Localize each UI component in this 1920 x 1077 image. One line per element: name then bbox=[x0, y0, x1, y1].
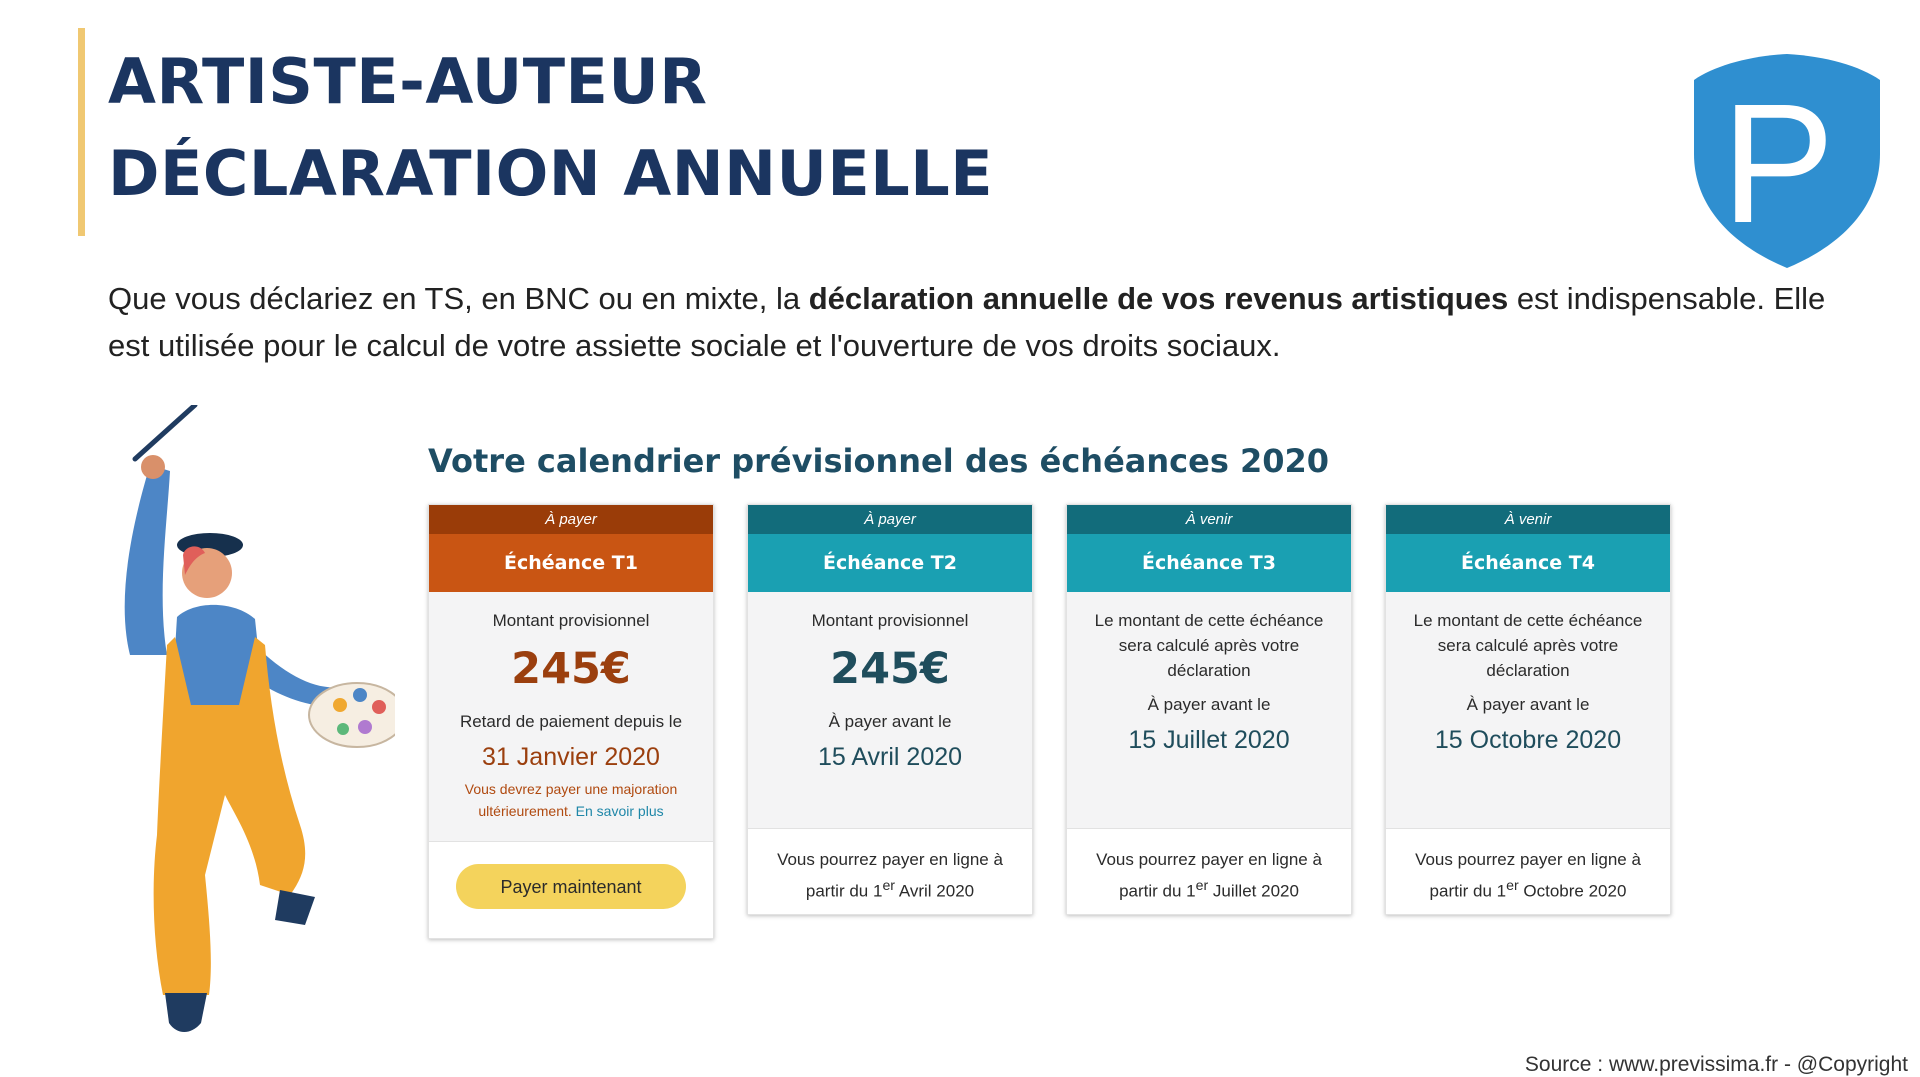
online-date-prefix: partir du 1 bbox=[1429, 881, 1507, 901]
installment-body bbox=[429, 592, 713, 841]
due-date: 15 Octobre 2020 bbox=[1434, 726, 1622, 754]
installment-name: Échéance T1 bbox=[429, 534, 713, 592]
intro-paragraph bbox=[108, 275, 1848, 369]
online-date-suffix: Avril 2020 bbox=[895, 881, 975, 901]
due-date: 15 Avril 2020 bbox=[817, 743, 963, 771]
installment-body bbox=[1067, 592, 1351, 828]
online-payment-date bbox=[748, 873, 1032, 905]
due-date-label: À payer avant le bbox=[828, 712, 952, 731]
installment-footer bbox=[1386, 828, 1670, 914]
installment-card-t1 bbox=[428, 504, 714, 939]
page-title bbox=[108, 36, 993, 220]
installment-body bbox=[748, 592, 1032, 828]
online-date-prefix: partir du 1 bbox=[805, 881, 883, 901]
late-payment-warning bbox=[443, 778, 699, 822]
ordinal-suffix: er bbox=[1195, 878, 1209, 894]
learn-more-link[interactable]: En savoir plus bbox=[575, 803, 664, 819]
online-payment-date bbox=[1386, 873, 1670, 905]
due-date: 31 Janvier 2020 bbox=[482, 743, 660, 771]
amount-pending-note: Le montant de cette échéance sera calculé après votre déclaration bbox=[1094, 611, 1324, 680]
installment-name: Échéance T2 bbox=[748, 534, 1032, 592]
online-date-suffix: Juillet 2020 bbox=[1208, 881, 1299, 901]
installment-body bbox=[1386, 592, 1670, 828]
title-accent-bar bbox=[78, 28, 85, 236]
online-payment-note: Vous pourrez payer en ligne à bbox=[777, 850, 1003, 869]
installment-name: Échéance T3 bbox=[1067, 534, 1351, 592]
intro-text-end: est indispensable. Elle est utilisée pour le calcul de votre assiette sociale et l'ouverture de vos droits sociaux. bbox=[108, 281, 1826, 363]
previssima-shield-logo bbox=[1690, 50, 1884, 272]
due-date-label: À payer avant le bbox=[1466, 695, 1590, 714]
amount-label: Montant provisionnel bbox=[492, 611, 650, 630]
installment-card-t4 bbox=[1385, 504, 1671, 915]
warning-text: Vous devrez payer une majoration ultérieurement. bbox=[464, 781, 678, 819]
due-date-label: À payer avant le bbox=[1147, 695, 1271, 714]
amount-pending-note: Le montant de cette échéance sera calculé après votre déclaration bbox=[1413, 611, 1643, 680]
online-payment-note: Vous pourrez payer en ligne à bbox=[1415, 850, 1641, 869]
installment-name: Échéance T4 bbox=[1386, 534, 1670, 592]
installment-footer bbox=[1067, 828, 1351, 914]
ordinal-suffix: er bbox=[882, 878, 896, 894]
amount-value: 245€ bbox=[511, 644, 631, 694]
pay-now-button[interactable]: Payer maintenant bbox=[456, 864, 686, 909]
due-date-label: Retard de paiement depuis le bbox=[459, 712, 683, 731]
online-payment-date bbox=[1067, 873, 1351, 905]
installment-footer bbox=[748, 828, 1032, 914]
page-title-line-1: ARTISTE-AUTEUR bbox=[108, 45, 708, 118]
installment-status: À payer bbox=[748, 505, 1032, 534]
source-credit: Source : www.previssima.fr - @Copyright bbox=[1524, 1053, 1908, 1076]
page-title-line-2: DÉCLARATION ANNUELLE bbox=[108, 137, 994, 210]
online-date-prefix: partir du 1 bbox=[1119, 881, 1196, 901]
amount-label: Montant provisionnel bbox=[811, 611, 969, 630]
intro-text-start: Que vous déclariez en TS, en BNC ou en mixte, la bbox=[108, 281, 809, 316]
intro-text-bold: déclaration annuelle de vos revenus artistiques bbox=[808, 281, 1509, 316]
installment-status: À payer bbox=[429, 505, 713, 534]
due-date: 15 Juillet 2020 bbox=[1128, 726, 1290, 754]
painter-illustration bbox=[95, 405, 395, 1037]
online-date-suffix: Octobre 2020 bbox=[1518, 881, 1627, 901]
calendar-title: Votre calendrier prévisionnel des échéances 2020 bbox=[428, 442, 1330, 480]
logo-letter: P bbox=[1721, 69, 1835, 259]
online-payment-note: Vous pourrez payer en ligne à bbox=[1096, 850, 1322, 869]
ordinal-suffix: er bbox=[1506, 878, 1519, 894]
amount-value: 245€ bbox=[830, 644, 950, 694]
installment-status: À venir bbox=[1386, 505, 1670, 534]
installment-footer bbox=[429, 841, 713, 938]
installment-card-t3 bbox=[1066, 504, 1352, 915]
installment-card-t2 bbox=[747, 504, 1033, 915]
installment-status: À venir bbox=[1067, 505, 1351, 534]
